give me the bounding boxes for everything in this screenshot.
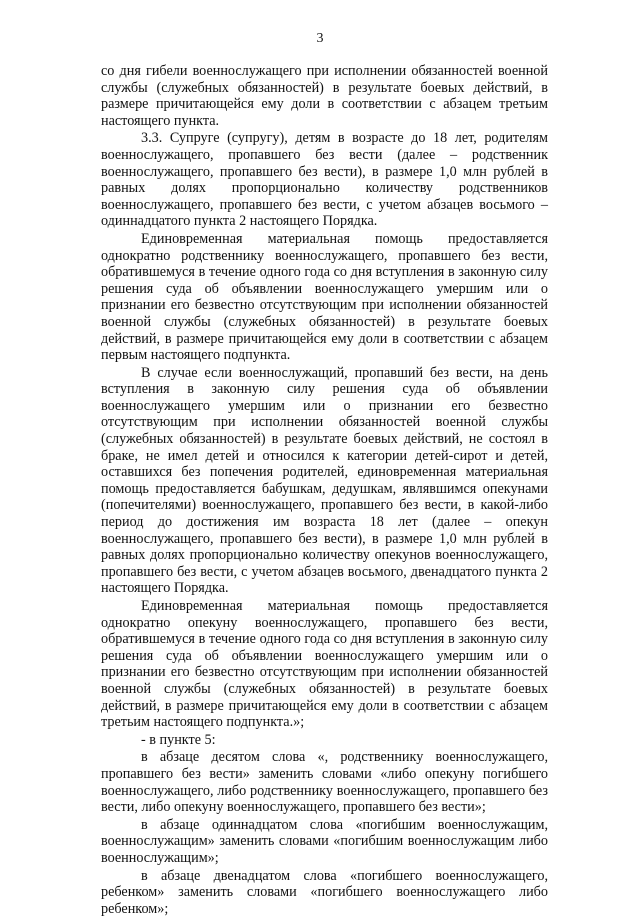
paragraph-orphan-case: В случае если военнослужащий, пропавший без вести, на день вступления в законную силу решения суда об объявлении военнослужащего умершим или о признании его безвестно отсутствующим при исполнении обязанностей военной службы (служебных обязанностей) в результате боевых действий, не состоял в браке, не имел детей и относился к категории детей-сирот и детей, оставшихся без попечения родителей, единовременная материальная помощь предоставляется бабушкам, дедушкам, являвшимся опекунами (попечителями) военнослужащего, пропавшего без вести, в какой-либо период до достижения им возраста 18 лет (далее – опекун военнослужащего, пропавшего без вести), в размере 1,0 млн рублей в равных долях пропорционально количеству опекунов военнослужащего, пропавшего без вести, с учетом абзацев восьмого, двенадцатого пункта 2 настоящего Порядка. — [101, 364, 548, 597]
paragraph-amend-10: в абзаце десятом слова «, родственнику военнослужащего, пропавшего без вести» заменить словами «либо опекуну погибшего военнослужащего, либо родственнику военнослужащего, пропавшего без вести, либо опекуну военнослужащего, пропавшего без вести»; — [101, 749, 548, 816]
paragraph-amend-11: в абзаце одиннадцатом слова «погибшим военнослужащим, военнослужащим» заменить словами «погибшим военнослужащим либо военнослужащим»; — [101, 816, 548, 866]
paragraph-continuation: со дня гибели военнослужащего при исполнении обязанностей военной службы (служебных обязанностей) в результате боевых действий, в размере причитающейся ему доли в соответствии с абзацем третьим настоящего пункта. — [101, 63, 548, 129]
paragraph-3-3: 3.3. Супруге (супругу), детям в возрасте до 18 лет, родителям военнослужащего, пропавшего без вести (далее – родственник военнослужащего, пропавшего без вести), в размере 1,0 млн рублей в равных долях пропорционально количеству родственников военнослужащего, пропавшего без вести, с учетом абзацев восьмого – одиннадцатого пункта 2 настоящего Порядка. — [101, 130, 548, 230]
paragraph-one-time-aid-relative: Единовременная материальная помощь предоставляется однократно родственнику военнослужащего, пропавшего без вести, обратившемуся в течение одного года со дня вступления в законную силу решения суда об объявлении военнослужащего умершим или о признании его безвестно отсутствующим при исполнении обязанностей военной службы (служебных обязанностей) в результате боевых действий, в размере причитающейся ему доли в соответствии с абзацем первым настоящего подпункта. — [101, 230, 548, 364]
paragraph-one-time-aid-guardian: Единовременная материальная помощь предоставляется однократно опекуну военнослужащего, пропавшего без вести, обратившемуся в течение одного года со дня вступления в законную силу решения суда об объявлении военнослужащего умершим или о признании его безвестно отсутствующим при исполнении обязанностей военной службы (служебных обязанностей) в результате боевых действий, в размере причитающейся ему доли в соответствии с абзацем третьим настоящего подпункта.»; — [101, 598, 548, 731]
document-body — [101, 63, 548, 918]
paragraph-point-5: - в пункте 5: — [141, 731, 216, 748]
page-number: 3 — [316, 31, 324, 46]
paragraph-amend-12: в абзаце двенадцатом слова «погибшего военнослужащего, ребенком» заменить словами «погибшего военнослужащего либо ребенком»; — [101, 867, 548, 917]
